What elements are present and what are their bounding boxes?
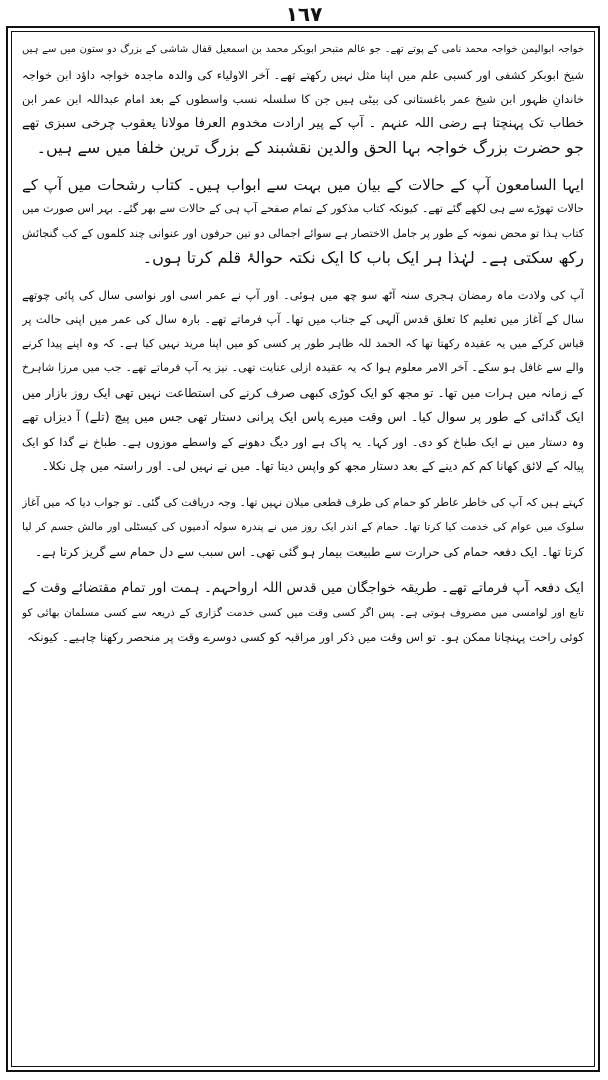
text-line: ایک دفعہ آپ فرماتے تھے۔ طریقہ خواجگان میں قدس اللہ ارواحہم۔ ہمت اور تمام مقتضائے وقت کے: [22, 580, 584, 596]
text-line: کتاب ہذا تو محض نمونہ کے طور پر جامل الاختصار ہے سوائے اجمالی دو تین حرفوں اور عنوانی چند کلموں کے کب گنجائش: [22, 226, 584, 240]
text-line: خاندانِ ظہور ابن شیخ عمر باغستانی کی بیٹی ہیں جن کا سلسلہ نسب واسطوں کے بعد امام عبداللہ ابن عمر ابن: [22, 92, 584, 106]
paragraph: [22, 173, 584, 271]
text-line: ایک گدائی کے طور پر سوال کیا۔ اس وقت میرے پاس ایک پرانی دستار تھی جس میں پیچ (تلے) آ دیزاں تھے: [22, 409, 584, 424]
text-line: تابع اور لوامسی میں مصروف ہوتی ہے۔ پس اگر کسی وقت میں کسی خدمت گزاری کے ذریعہ سے کسی مسلمان بھائی کو: [22, 606, 584, 619]
text-line: خطاب تک پہنچتا ہے رضی اللہ عنہم ۔ آپ کے پیر ارادت مخدوم العرفا مولانا یعقوب چرخی سبزی تھے: [22, 115, 584, 131]
page-frame: [6, 26, 600, 1072]
paragraph: [22, 491, 584, 565]
text-line: رکھ سکتی ہے۔ لہٰذا ہر ایک باب کا ایک نکتہ حوالۂ قلم کرتا ہوں۔: [142, 248, 584, 267]
text-line: حالات تھوڑے سے ہی لکھے گئے تھے۔ کیونکہ کتاب مذکور کے تمام صفحے آپ ہی کے حالات سے بھر گئے۔ بہر اس صورت میں: [22, 202, 584, 215]
page-number: ١٦٧: [285, 2, 323, 26]
text-line: سال کے آغاز میں تعلیم کا تعلق قدس آلہی کے جناب میں تھا۔ آپ فرماتے تھے۔ بارہ سال کی عمر میں اپنی حالت پر: [22, 312, 584, 326]
text-line: کے زمانہ میں ہرات میں تھا۔ تو مجھ کو ایک کوڑی کبھی صرف کرنے کی استطاعت نہیں تھی ایک روز بازار میں: [22, 385, 584, 400]
paragraph-gap: [22, 271, 584, 283]
text-line: جو حضرت بزرگ خواجہ بہا الحق والدین نقشبند کے بزرگ ترین خلفا میں سے ہیں۔: [36, 138, 584, 157]
text-line: وہ دستار میں نے ایک طباخ کو دی۔ اور کہا۔ یہ پاک ہے اور دیگ دھونے کے واسطے موزوں ہے۔ طباخ نے گدا کو ایک: [22, 434, 584, 449]
paragraph-gap: [22, 479, 584, 491]
text-line: پیالہ کے لائق کھانا کم کم دینے کے بعد دستار مجھ کو واپس دیتا تھا۔ میں نے نہیں لی۔ اور راستہ میں چل نکلا۔: [41, 459, 584, 473]
text-line: آپ کی ولادت ماہ رمضان ہجری سنہ آٹھ سو چھ میں ہوئی۔ اور آپ نے عمر اسی اور نواسی سال کی پائی چوتھے: [22, 287, 584, 302]
text-line: کہتے ہیں کہ آپ کی خاطر عاطر کو حمام کی طرف قطعی میلان نہیں تھا۔ وجہ دریافت کی گئی۔ تو جواب دیا کہ میں آغاز: [22, 495, 584, 509]
paragraph-gap: [22, 564, 584, 576]
text-line: والے سے غافل ہو سکے۔ آخر الامر معلوم ہوا کہ یہ عقیدہ ازلی عنایت تھی۔ نیز یہ آپ فرماتے تھے۔ جب میں مرزا شاہرخ: [22, 361, 584, 374]
text-line: شیخ ابوبکر کشفی اور کسبی علم میں اپنا مثل نہیں رکھتے تھے۔ آخر الاولیاء کی والدہ ماجدہ خواجہ داؤد ابن خواجہ: [22, 67, 584, 82]
paragraph: [22, 283, 584, 479]
paragraph-gap: [22, 161, 584, 173]
text-line: قیاس کرکے میں یہ عقیدہ رکھتا تھا کہ الحمد للہ ظاہر طور پر کسی کو میں اپنا مرید نہیں کیا ہے۔ کہ وہ اپنے پیدا کرنے: [22, 336, 584, 350]
text-line: خواجہ ابوالیمن خواجہ محمد نامی کے پوتے تھے۔ جو عالم متبحر ابوبکر محمد بن اسمعیل قفال شاشی کے بزرگ دو ستون میں سے ہیں: [22, 44, 584, 55]
text-line: کوئی راحت پہنچانا ممکن ہو۔ تو اس وقت میں ذکر اور مراقبہ کو کسی دوسرے وقت پر منحصر رکھنا چاہیے۔ کیونکہ: [27, 630, 584, 644]
text-line: سلوک میں عوام کی خدمت کیا کرتا تھا۔ حمام کے اندر ایک روز میں نے پندرہ سولہ آدمیوں کی کیسٹلی اور مالش جسم کر لیا: [22, 521, 584, 533]
text-body: [22, 38, 584, 650]
paragraph: [22, 38, 584, 161]
text-line: کرتا تھا۔ ایک دفعہ حمام کی حرارت سے طبیعت بیمار ہو گئی تھی۔ اس سبب سے دل حمام سے گریز کرتا ہے۔: [34, 544, 584, 559]
paragraph: [22, 576, 584, 650]
text-line: ایہا السامعون آپ کے حالات کے بیان میں بہت سے ابواب ہیں۔ کتاب رشحات میں آپ کے: [22, 175, 584, 194]
